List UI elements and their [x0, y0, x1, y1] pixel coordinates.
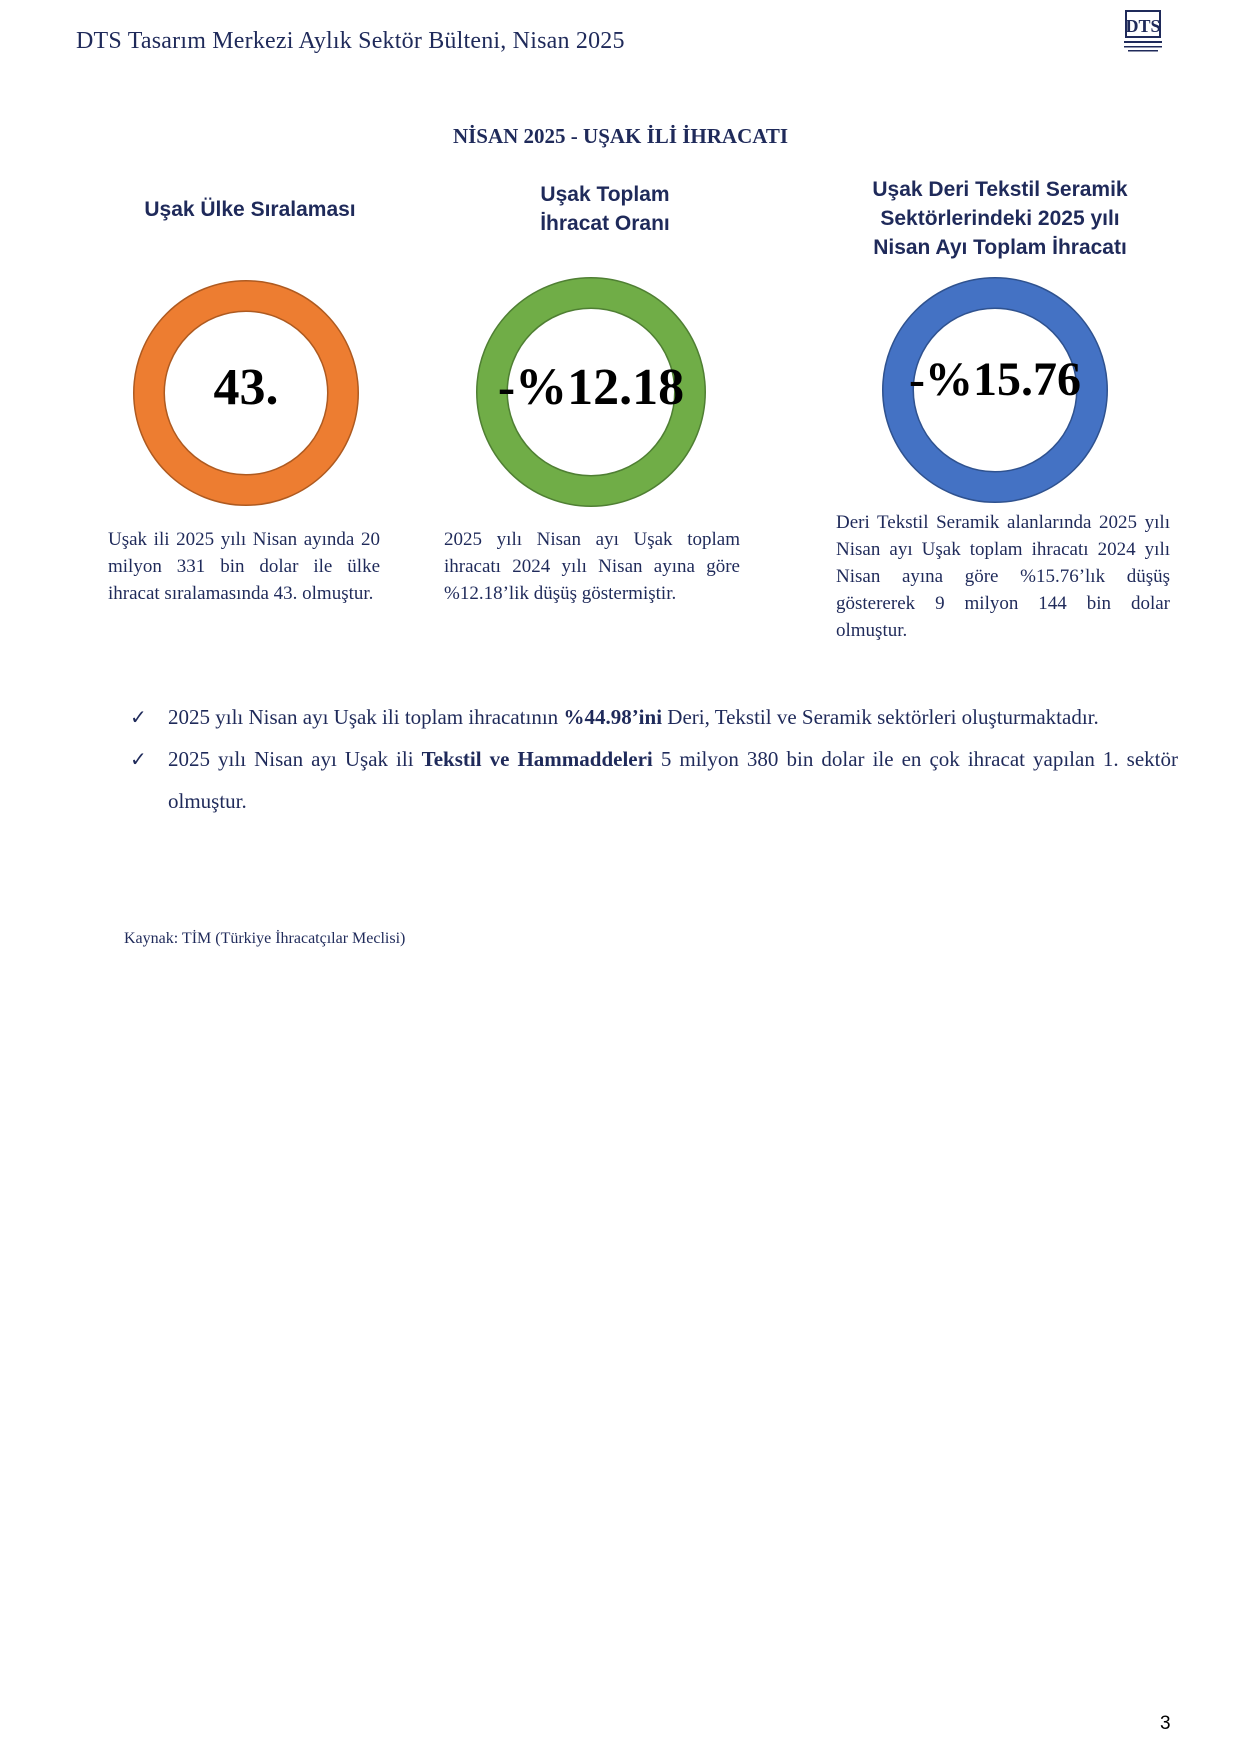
page-number: 3 — [1160, 1713, 1171, 1734]
card-2-value: -%12.18 — [497, 359, 685, 416]
bullet-text: Deri, Tekstil ve Seramik sektörleri oluşturmaktadır. — [662, 705, 1099, 729]
card-2-description: 2025 yılı Nisan ayı Uşak toplam ihracatı 2024 yılı Nisan ayına göre %12.18’lik düşüş göstermiştir. — [444, 529, 740, 604]
header-title: DTS Tasarım Merkezi Aylık Sektör Bülteni, Nisan 2025 — [76, 28, 625, 54]
dts-logo-icon — [1118, 8, 1168, 56]
card-3-value: -%15.76 — [909, 353, 1081, 406]
bullet-text: 5 milyon 380 bin dolar ile en çok ihracat yapılan 1. sektör olmuştur. — [168, 747, 1179, 813]
bullet-bold: %44.98’ini — [563, 705, 663, 729]
card-2-title-line: İhracat Oranı — [540, 212, 670, 235]
card-1-value: 43. — [213, 359, 279, 416]
card-3-title-line: Nisan Ayı Toplam İhracatı — [873, 236, 1127, 259]
bullet-item — [130, 738, 1178, 822]
bullet-text: 2025 yılı Nisan ayı Uşak ili toplam ihracatının — [168, 705, 564, 729]
card-3-title-line: Uşak Deri Tekstil Seramik — [872, 178, 1128, 201]
card-3-title-line: Sektörlerindeki 2025 yılı — [880, 207, 1120, 230]
bullet-text: 2025 yılı Nisan ayı Uşak ili — [168, 747, 422, 771]
section-title: NİSAN 2025 - UŞAK İLİ İHRACATI — [452, 124, 789, 148]
source-note: Kaynak: TİM (Türkiye İhracatçılar Meclisi) — [124, 930, 406, 947]
card-3-description: Deri Tekstil Seramik alanlarında 2025 yılı Nisan ayı Uşak toplam ihracatı 2024 yılı Nisan ayına göre %15.76’lık düşüş göstererek 9 milyon 144 bin dolar olmuştur. — [836, 512, 1170, 641]
bullet-list — [130, 696, 1178, 822]
bullet-bold: Tekstil ve Hammaddeleri — [421, 747, 653, 771]
card-2-title-line: Uşak Toplam — [540, 183, 670, 206]
card-2-title — [450, 180, 760, 238]
card-3-title — [830, 175, 1170, 262]
card-1-title-line: Uşak Ülke Sıralaması — [144, 198, 356, 221]
check-icon: ✓ — [130, 705, 147, 729]
bullet-item — [130, 696, 1178, 738]
card-1-title — [100, 195, 400, 224]
check-icon: ✓ — [130, 747, 147, 771]
svg-text:DTS: DTS — [1125, 16, 1161, 36]
card-1-description: Uşak ili 2025 yılı Nisan ayında 20 milyon 331 bin dolar ile ülke ihracat sıralamasında 43. olmuştur. — [108, 529, 380, 604]
